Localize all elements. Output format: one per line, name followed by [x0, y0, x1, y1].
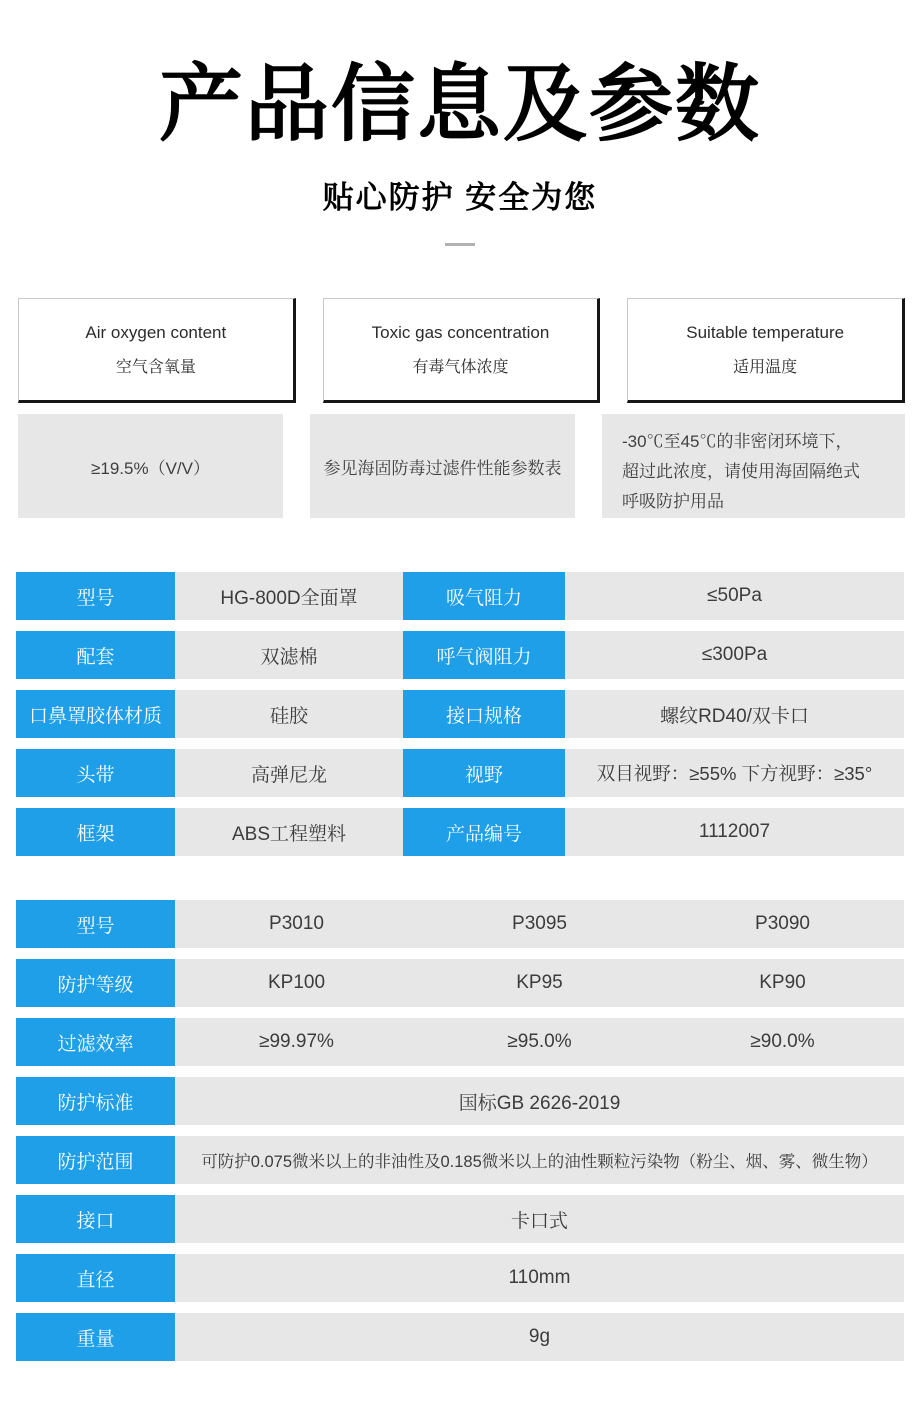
spec-value: ≥90.0%: [750, 1031, 815, 1053]
card-title-en: Suitable temperature: [686, 322, 845, 342]
spec-value-group: [175, 1313, 904, 1361]
card-suitable-temperature: [627, 298, 905, 403]
spec-label: 配套: [16, 631, 175, 679]
card-title-zh: 适用温度: [733, 358, 798, 376]
spec-label: 过滤效率: [16, 1018, 175, 1066]
value-toxic-gas: 参见海固防毒过滤件性能参数表: [310, 414, 575, 518]
table-row: [16, 1018, 904, 1066]
table-row: [16, 631, 904, 679]
spec-value: 双目视野：≥55% 下方视野：≥35°: [565, 749, 904, 797]
spec-label: 头带: [16, 749, 175, 797]
spec-value: 螺纹RD40/双卡口: [565, 690, 904, 738]
spec-value: 高弹尼龙: [175, 749, 403, 797]
spec-value: KP100: [267, 972, 326, 994]
spec-label: 口鼻罩胶体材质: [16, 690, 175, 738]
table-row: [16, 1313, 904, 1361]
spec-label: 呼气阀阻力: [403, 631, 565, 679]
spec-value: HG-800D全面罩: [175, 572, 403, 620]
spec-label: 框架: [16, 808, 175, 856]
spec-value: KP90: [759, 972, 806, 994]
spec-value: KP95: [516, 972, 563, 994]
spec-label: 防护等级: [16, 959, 175, 1007]
spec-value: P3010: [269, 913, 324, 935]
spec-label: 直径: [16, 1254, 175, 1302]
value-line: -30℃至45℃的非密闭环境下，: [622, 432, 853, 452]
page-title: 产品信息及参数: [158, 57, 761, 151]
spec-label: 产品编号: [403, 808, 565, 856]
card-air-oxygen: [18, 298, 296, 403]
spec-value-group: [175, 1018, 904, 1066]
mask-spec-table: [16, 572, 904, 856]
spec-label: 视野: [403, 749, 565, 797]
spec-value: 双滤棉: [175, 631, 403, 679]
value-line: 超过此浓度，请使用海固隔绝式: [622, 462, 860, 482]
spec-value: 国标GB 2626-2019: [458, 1092, 621, 1114]
spec-value: ≥99.97%: [259, 1031, 334, 1053]
spec-value: 可防护0.075微米以上的非油性及0.185微米以上的油性颗粒污染物（粉尘、烟、雾、微生物）: [201, 1153, 878, 1172]
table-row: [16, 690, 904, 738]
table-row: [16, 749, 904, 797]
spec-value: P3095: [512, 913, 567, 935]
table-row: [16, 1136, 904, 1184]
table-row: [16, 1077, 904, 1125]
spec-value-group: [175, 1254, 904, 1302]
table-row: [16, 572, 904, 620]
page-subtitle: 贴心防护 安全为您: [322, 180, 598, 216]
value-suitable-temperature: [602, 414, 905, 518]
spec-value: ≤300Pa: [565, 631, 904, 679]
filter-spec-table: [16, 900, 904, 1361]
spec-label: 防护标准: [16, 1077, 175, 1125]
spec-value: P3090: [755, 913, 810, 935]
spec-value-group: [175, 959, 904, 1007]
table-row: [16, 1254, 904, 1302]
table-row: [16, 959, 904, 1007]
value-line: 呼吸防护用品: [622, 492, 724, 512]
spec-value: 1112007: [565, 808, 904, 856]
spec-label: 防护范围: [16, 1136, 175, 1184]
card-title-en: Air oxygen content: [85, 322, 227, 342]
spec-label: 吸气阻力: [403, 572, 565, 620]
table-row: [16, 808, 904, 856]
card-title-zh: 空气含氧量: [115, 358, 196, 376]
table-row: [16, 1195, 904, 1243]
value-air-oxygen: ≥19.5%（V/V）: [18, 414, 283, 518]
spec-value: 110mm: [508, 1267, 571, 1289]
card-title-zh: 有毒气体浓度: [412, 358, 509, 376]
spec-value-group: [175, 1077, 904, 1125]
spec-label: 接口规格: [403, 690, 565, 738]
spec-value-group: [175, 900, 904, 948]
condition-values-row: [18, 414, 905, 518]
spec-value-group: [175, 1195, 904, 1243]
spec-value: ≤50Pa: [565, 572, 904, 620]
spec-label: 重量: [16, 1313, 175, 1361]
card-toxic-gas: [323, 298, 601, 403]
page-header: [0, 58, 920, 246]
spec-value: ABS工程塑料: [175, 808, 403, 856]
card-title-en: Toxic gas concentration: [371, 322, 550, 342]
spec-value: 卡口式: [510, 1210, 568, 1232]
spec-value: 硅胶: [175, 690, 403, 738]
spec-label: 型号: [16, 900, 175, 948]
condition-cards-row: [18, 298, 905, 403]
spec-value-group: [175, 1136, 904, 1184]
table-row: [16, 900, 904, 948]
spec-label: 型号: [16, 572, 175, 620]
spec-value: 9g: [528, 1326, 551, 1348]
spec-label: 接口: [16, 1195, 175, 1243]
spec-value: ≥95.0%: [507, 1031, 572, 1053]
header-divider: [445, 243, 475, 246]
